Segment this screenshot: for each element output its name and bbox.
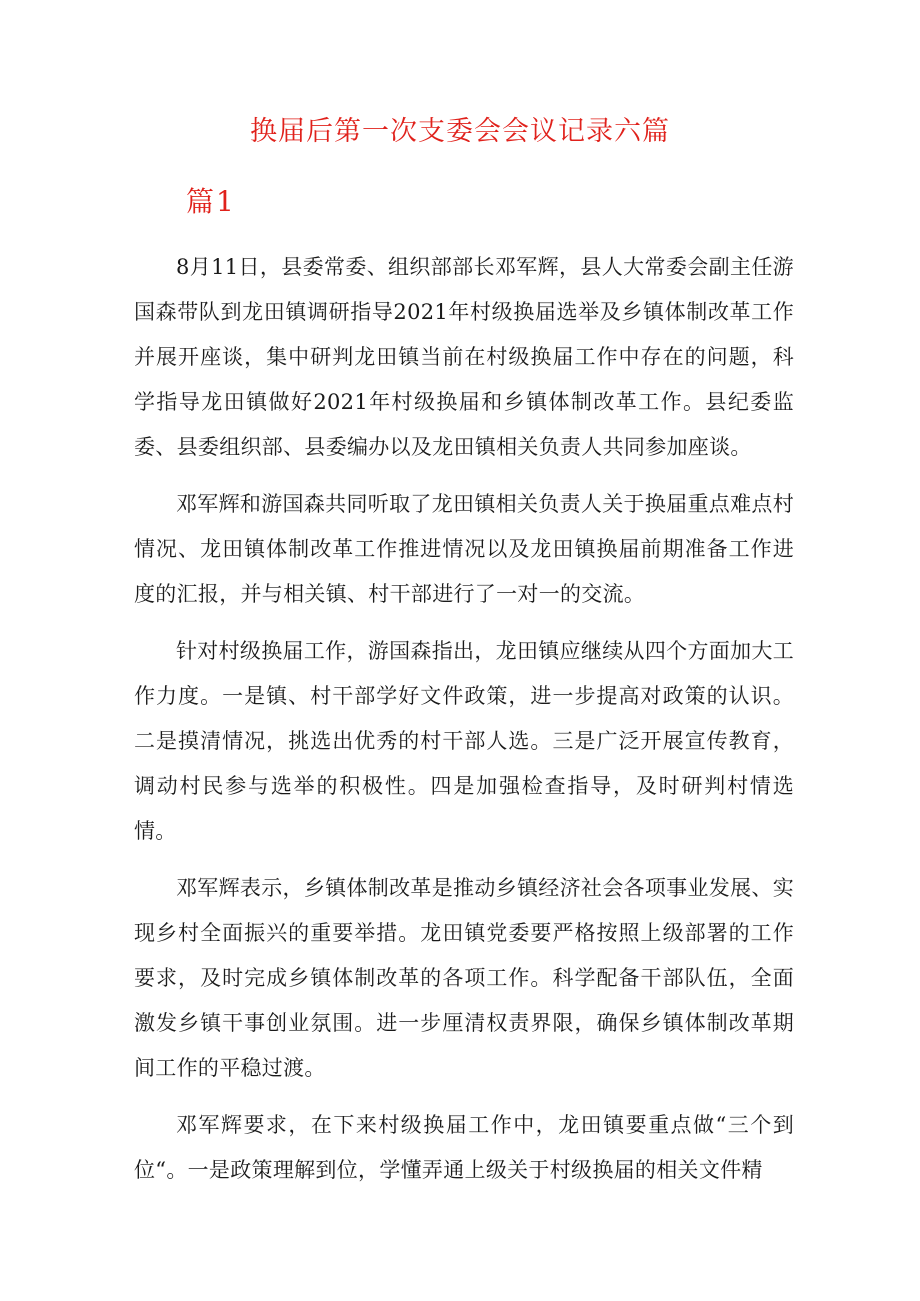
document-title: 换届后第一次支委会会议记录六篇 (250, 116, 670, 147)
document-body (134, 245, 794, 1205)
paragraph: 邓军辉要求，在下来村级换届工作中，龙田镇要重点做“三个到位“。一是政策理解到位，学懂弄通上级关于村级换届的相关文件精 (134, 1113, 794, 1182)
paragraph: 邓军辉表示，乡镇体制改革是推动乡镇经济社会各项事业发展、实现乡村全面振兴的重要举措。龙田镇党委要严格按照上级部署的工作要求，及时完成乡镇体制改革的各项工作。科学配备干部队伍，全面激发乡镇干事创业氛围。进一步厘清权责界限，确保乡镇体制改革期间工作的平稳过渡。 (134, 876, 794, 1080)
paragraph: 针对村级换届工作，游国森指出，龙田镇应继续从四个方面加大工作力度。一是镇、村干部学好文件政策，进一步提高对政策的认识。二是摸清情况，挑选出优秀的村干部人选。三是广泛开展宣传教育，调动村民参与选举的积极性。四是加强检查指导，及时研判村情选情。 (134, 639, 794, 843)
paragraph: 邓军辉和游国森共同听取了龙田镇相关负责人关于换届重点难点村情况、龙田镇体制改革工作推进情况以及龙田镇换届前期准备工作进度的汇报，并与相关镇、村干部进行了一对一的交流。 (134, 492, 794, 606)
paragraph: 8月11日，县委常委、组织部部长邓军辉，县人大常委会副主任游国森带队到龙田镇调研指导2021年村级换届选举及乡镇体制改革工作并展开座谈，集中研判龙田镇当前在村级换届工作中存在的问题，科学指导龙田镇做好2021年村级换届和乡镇体制改革工作。县纪委监委、县委组织部、县委编办以及龙田镇相关负责人共同参加座谈。 (134, 255, 794, 459)
section-heading: 篇1 (186, 185, 236, 218)
